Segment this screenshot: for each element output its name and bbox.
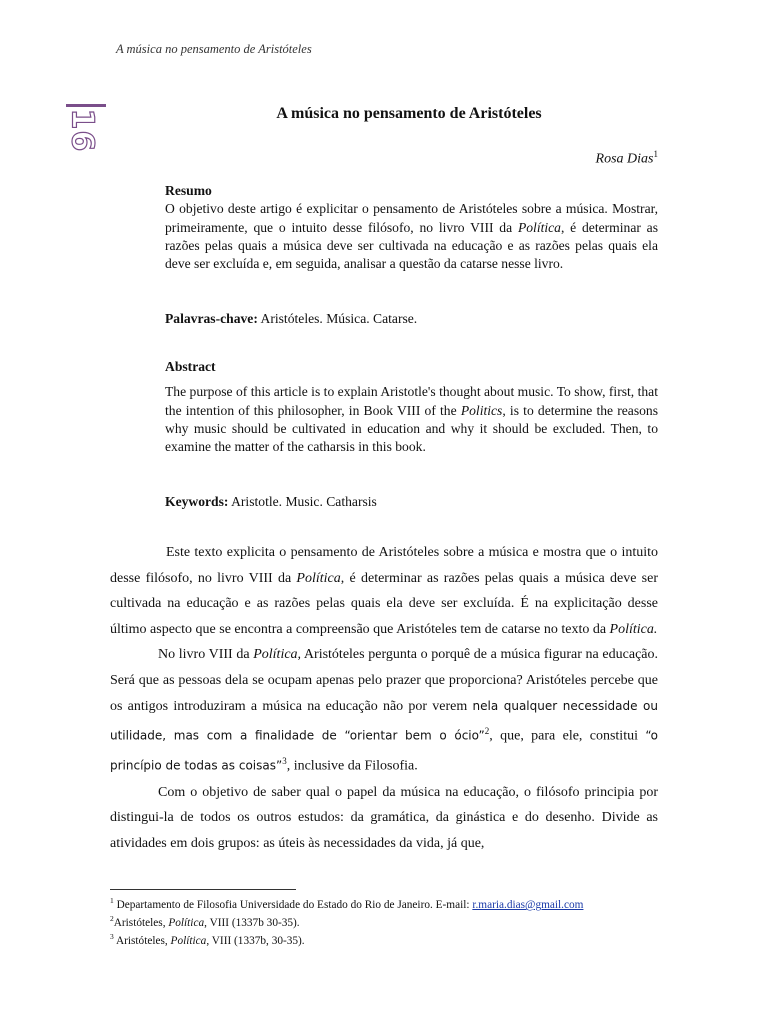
resumo-text	[165, 200, 658, 273]
footnote-1	[110, 894, 670, 912]
footnote-ref[interactable]: 3	[282, 756, 287, 767]
paragraph	[110, 540, 658, 642]
paragraph	[110, 642, 658, 779]
footnote-text: Departamento de Filosofia Universidade do Estado do Rio de Janeiro. E-mail:	[113, 898, 473, 911]
footnote-2	[110, 912, 670, 930]
footnote-number: 1	[110, 896, 114, 905]
footnote-number: 2	[110, 913, 114, 923]
text-italic: Política,	[253, 647, 302, 663]
page-number: 16	[64, 108, 100, 153]
keywords-value: Aristotle. Music. Catharsis	[228, 494, 377, 509]
text-run: Este texto explicita o pensamento de Aristóteles sobre a música e mostra que o intuito desse filósofo, no livro VIII da	[110, 545, 658, 586]
abstract-heading: Abstract	[165, 359, 216, 374]
resumo-text-part: , é determinar as razões pelas quais a música deve ser cultivada na educação e as razões pelas quais ela deve ser excluída e, em seguida, analisar a questão da catarse nesse livro.	[165, 219, 659, 272]
paragraph: Com o objetivo de saber qual o papel da música na educação, o filósofo principia por distingui-la de todos os outros estudos: da gramática, da ginástica e do desenho. Divide as atividades em dois grupos: as úteis às necessidades da vida, já que,	[110, 784, 658, 851]
resumo-section	[165, 182, 658, 273]
footnote-text: Aristóteles,	[113, 934, 171, 947]
resumo-text-italic: Política	[517, 219, 561, 235]
text-italic: Política	[296, 570, 341, 586]
resumo-heading: Resumo	[165, 183, 212, 198]
abstract-text-part: The purpose of this article is to explain Aristotle's thought about music. To show, first, that the intention of this philosopher, in Book VIII of the	[165, 384, 658, 418]
footnote-italic: Política	[168, 916, 205, 929]
abstract-text	[165, 383, 658, 456]
keywords-label: Keywords:	[165, 494, 229, 509]
author-note-ref[interactable]: 1	[653, 149, 658, 159]
author-line	[596, 149, 658, 168]
text-run: , inclusive da Filosofia.	[286, 759, 418, 775]
abstract-text-italic: Politics	[460, 402, 503, 418]
footnote-text: , VIII (1337b 30-35).	[204, 916, 300, 929]
palavras-chave	[165, 310, 658, 328]
abstract-section	[165, 358, 658, 456]
footnotes	[110, 894, 670, 947]
footnote-text: Aristóteles,	[113, 916, 169, 929]
text-run: Aristóteles pergunta o porquê de a música figurar na educação. Será que as pessoas dela se ocupam apenas pelo prazer que proporciona? Aristóteles percebe que os antigos introduziram a música na educação não por verem	[110, 647, 658, 714]
footnote-italic: Política	[170, 934, 207, 947]
footnote-divider	[110, 889, 296, 890]
abstract-text-part: , is to determine the reasons why music should be cultivated in education and why it should be excluded. Then, to examine the matter of the catharsis in this book.	[165, 402, 658, 455]
keywords	[165, 493, 658, 511]
footnote-number: 3	[110, 931, 114, 941]
text-run: , é determinar as razões pelas quais a música deve ser cultivada na educação e as razões pelas quais ela deve ser excluída. É na explicitação desse último aspecto que se encontra a compreensão que Aristóteles tem de catarse no texto da	[110, 570, 659, 637]
running-header: A música no pensamento de Aristóteles	[116, 42, 312, 56]
email-link[interactable]: r.maria.dias@gmail.com	[472, 898, 584, 911]
text-italic: Política.	[609, 621, 658, 637]
text-run: No livro VIII da	[158, 647, 254, 663]
quotation: nela qualquer necessidade ou utilidade, mas com a finalidade de “orientar bem o ócio”	[110, 698, 658, 743]
article-title: A música no pensamento de Aristóteles	[276, 105, 542, 122]
palavras-chave-value: Aristóteles. Música. Catarse.	[257, 311, 418, 326]
footnote-text: , VIII (1337b, 30-35).	[206, 934, 305, 947]
body-text	[110, 540, 658, 856]
quotation: “o princípio de todas as coisas”	[110, 728, 659, 774]
resumo-text-part: O objetivo deste artigo é explicitar o pensamento de Aristóteles sobre a música. Mostrar, primeiramente, que o intuito desse filósofo, no livro VIII da	[165, 201, 658, 235]
palavras-chave-label: Palavras-chave:	[165, 311, 258, 326]
footnote-ref[interactable]: 2	[484, 726, 490, 737]
author-name: Rosa Dias	[595, 151, 654, 167]
footnote-3	[110, 930, 670, 948]
text-run: , que, para ele, constitui	[489, 728, 646, 744]
